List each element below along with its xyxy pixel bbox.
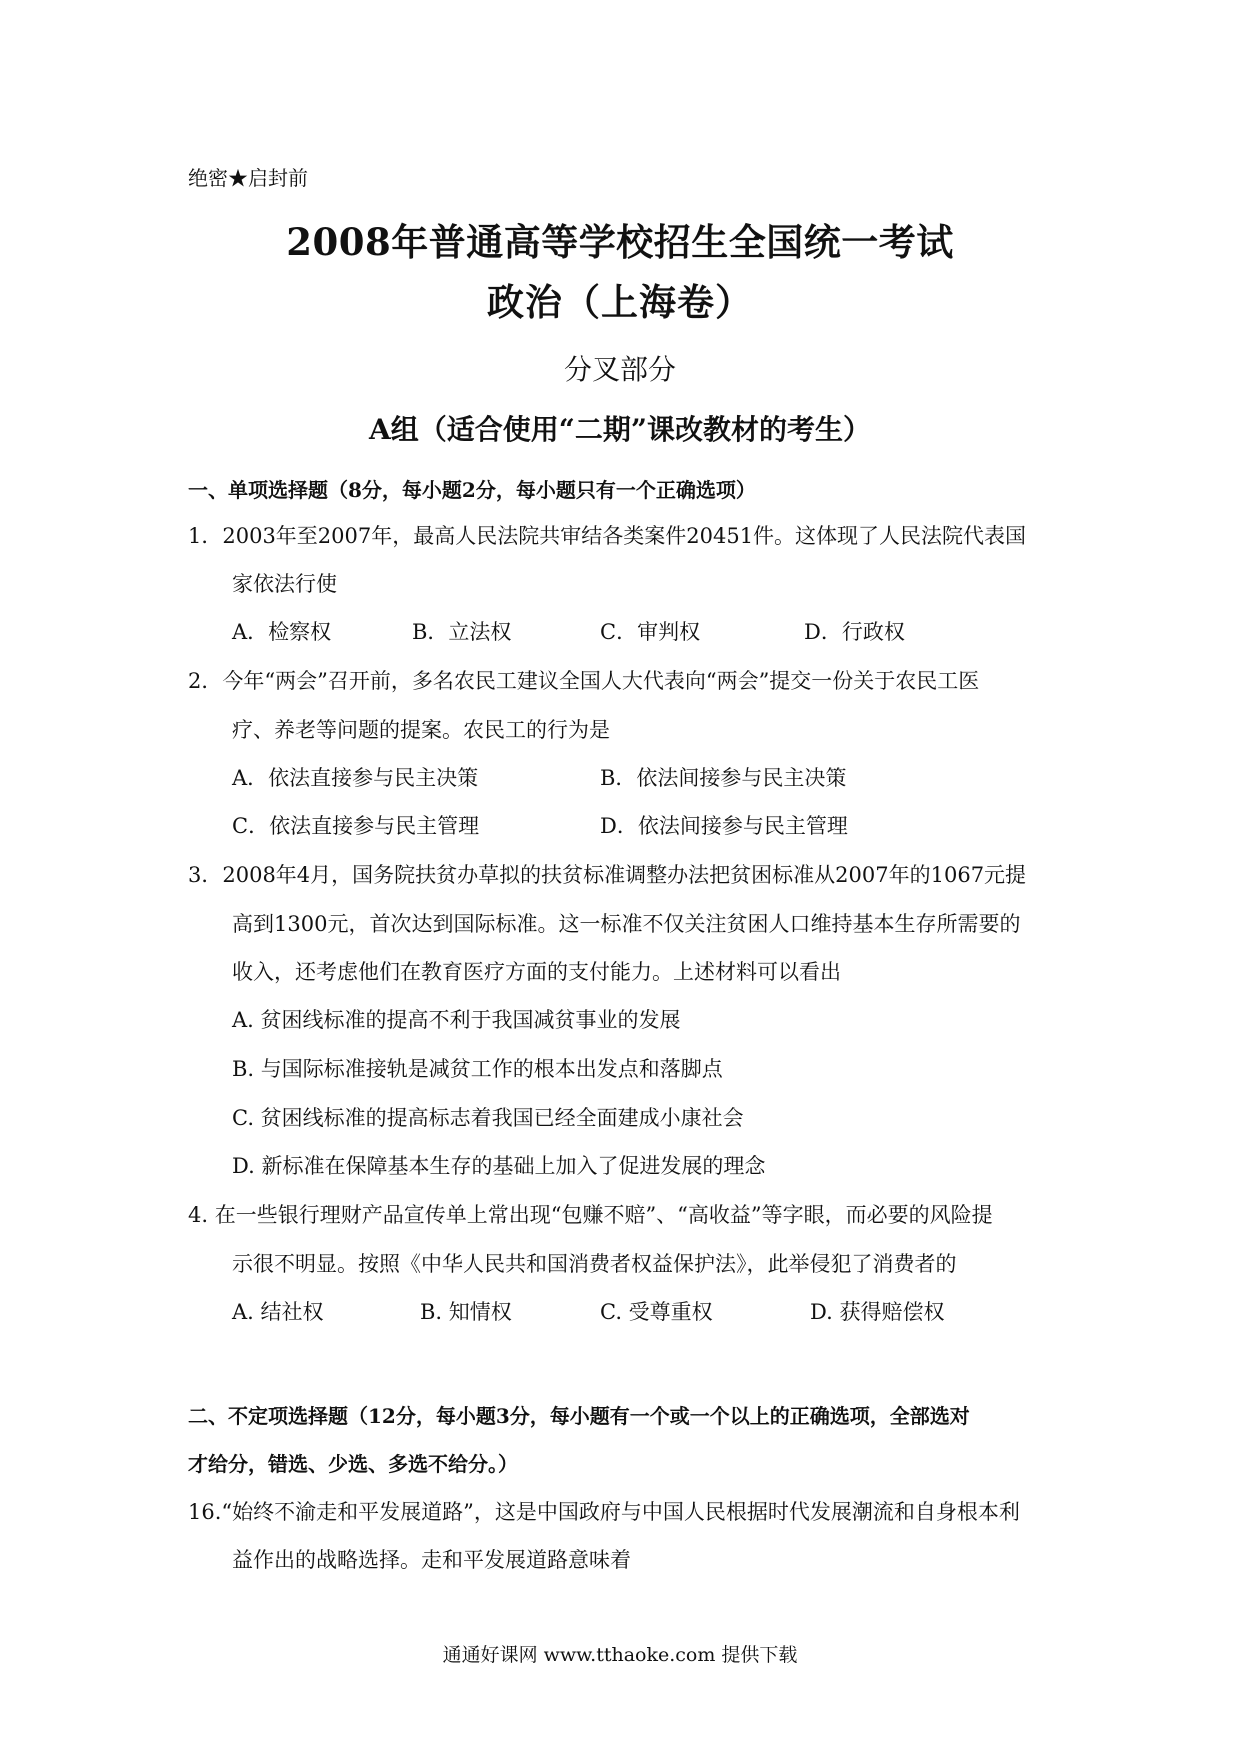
group-label: A组（适合使用“二期”课改教材的考生） bbox=[369, 413, 871, 446]
question-16-line-1: 16.“始终不渝走和平发展道路”，这是中国政府与中国人民根据时代发展潮流和自身根本利 bbox=[188, 1500, 1020, 1524]
question-4-line-1: 4. 在一些银行理财产品宣传单上常出现“包赚不赔”、“高收益”等字眼，而必要的风险提 bbox=[188, 1203, 993, 1227]
question-1-line-2: 家依法行使 bbox=[232, 572, 337, 596]
secret-label: 绝密★启封前 bbox=[188, 166, 308, 190]
section-2-heading-line-1: 二、不定项选择题（12分，每小题3分，每小题有一个或一个以上的正确选项，全部选对 bbox=[188, 1404, 970, 1428]
exam-title: 2008年普通高等学校招生全国统一考试 bbox=[286, 220, 954, 264]
q4-option-b: B. 知情权 bbox=[420, 1300, 512, 1324]
part-label: 分叉部分 bbox=[563, 353, 676, 386]
question-16-line-2: 益作出的战略选择。走和平发展道路意味着 bbox=[232, 1548, 631, 1572]
q1-option-b: B．立法权 bbox=[412, 620, 512, 644]
question-3-line-3: 收入，还考虑他们在教育医疗方面的支付能力。上述材料可以看出 bbox=[232, 960, 841, 984]
footer-text: 通通好课网 www.tthaoke.com 提供下载 bbox=[442, 1644, 798, 1666]
q1-option-c: C．审判权 bbox=[600, 620, 701, 644]
q2-option-b: B．依法间接参与民主决策 bbox=[600, 766, 847, 790]
q3-option-b: B. 与国际标准接轨是减贫工作的根本出发点和落脚点 bbox=[232, 1057, 723, 1081]
q3-option-c: C. 贫困线标准的提高标志着我国已经全面建成小康社会 bbox=[232, 1106, 744, 1130]
section-heading: 一、单项选择题（8分，每小题2分，每小题只有一个正确选项） bbox=[188, 478, 756, 502]
q4-option-d: D. 获得赔偿权 bbox=[810, 1300, 945, 1324]
q1-option-a: A．检察权 bbox=[232, 620, 332, 644]
q2-option-a: A．依法直接参与民主决策 bbox=[232, 766, 479, 790]
question-2-line-2: 疗、养老等问题的提案。农民工的行为是 bbox=[232, 718, 610, 742]
section-2-heading-line-2: 才给分，错选、少选、多选不给分。） bbox=[188, 1452, 518, 1476]
q2-option-c: C．依法直接参与民主管理 bbox=[232, 814, 480, 838]
q2-option-d: D．依法间接参与民主管理 bbox=[600, 814, 848, 838]
question-1-line-1: 1．2003年至2007年，最高人民法院共审结各类案件20451件。这体现了人民法院代表国 bbox=[188, 524, 1027, 548]
q1-option-d: D．行政权 bbox=[804, 620, 905, 644]
question-3-line-2: 高到1300元，首次达到国际标准。这一标准不仅关注贫困人口维持基本生存所需要的 bbox=[232, 912, 1021, 936]
question-4-line-2: 示很不明显。按照《中华人民共和国消费者权益保护法》，此举侵犯了消费者的 bbox=[232, 1252, 957, 1276]
q3-option-d: D. 新标准在保障基本生存的基础上加入了促进发展的理念 bbox=[232, 1154, 766, 1178]
question-2-line-1: 2．今年“两会”召开前，多名农民工建议全国人大代表向“两会”提交一份关于农民工医 bbox=[188, 669, 980, 693]
exam-subtitle: 政治（上海卷） bbox=[487, 280, 753, 324]
q3-option-a: A. 贫困线标准的提高不利于我国减贫事业的发展 bbox=[232, 1008, 681, 1032]
q4-option-c: C. 受尊重权 bbox=[600, 1300, 713, 1324]
question-3-line-1: 3．2008年4月，国务院扶贫办草拟的扶贫标准调整办法把贫困标准从2007年的1067元提 bbox=[188, 863, 1027, 887]
q4-option-a: A. 结社权 bbox=[232, 1300, 324, 1324]
